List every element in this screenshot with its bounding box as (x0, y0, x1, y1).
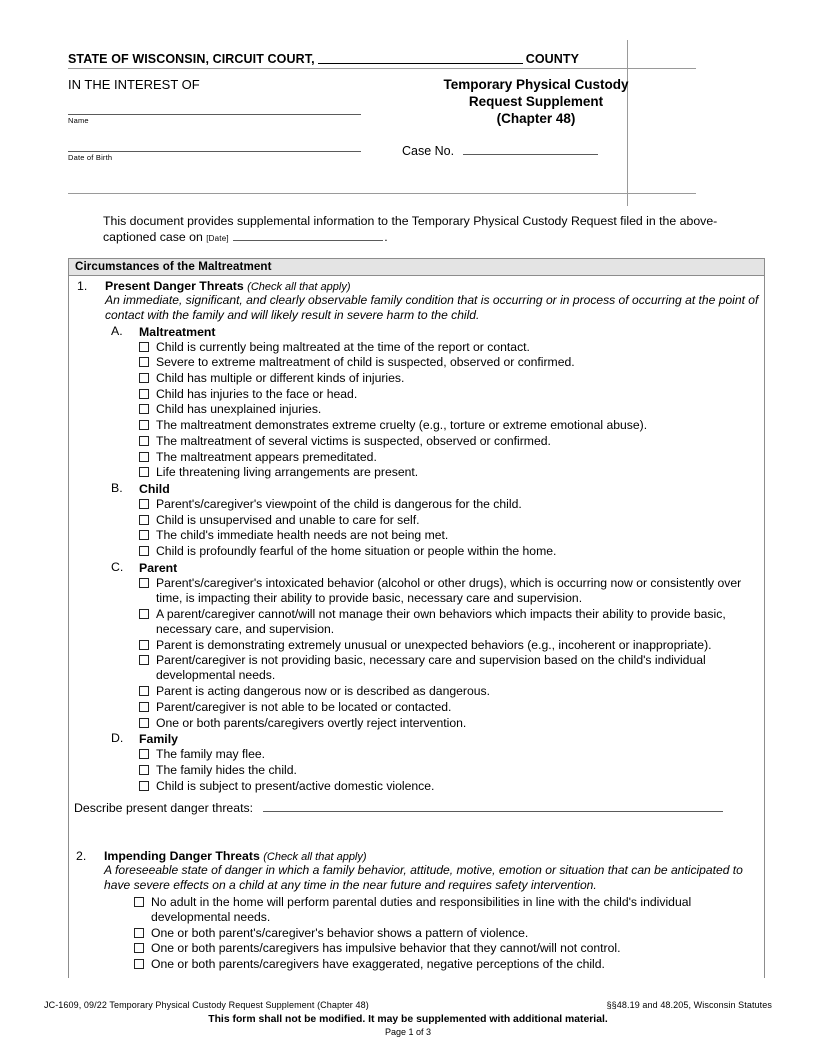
footer-page-number: Page 1 of 3 (384, 1027, 432, 1037)
checkbox[interactable] (139, 609, 149, 619)
checkbox-label: No adult in the home will perform parental duties and responsibilities in line with the child's individual developmental needs. (151, 894, 692, 924)
checkbox-row[interactable] (139, 513, 764, 528)
checkbox-label: Parent/caregiver is not providing basic, necessary care and supervision based on the child's individual developmental needs. (156, 653, 706, 683)
checkbox-label: The maltreatment demonstrates extreme cruelty (e.g., torture or extreme emotional abuse). (156, 418, 648, 433)
checkbox-label: Child is profoundly fearful of the home situation or people within the home. (156, 544, 557, 559)
group-b-checkbox-list (139, 497, 764, 559)
group-a-checkbox-list (139, 340, 764, 481)
checkbox[interactable] (139, 702, 149, 712)
describe-present-danger-input[interactable] (263, 800, 723, 812)
item-1-hint: (Check all that apply) (247, 281, 351, 293)
checkbox-row[interactable] (139, 576, 764, 606)
group-d-letter: D. (111, 731, 124, 746)
item-1-definition: An immediate, significant, and clearly observable family condition that is occurring or in process of occurring at the point of contact with the family and will likely result in severe harm to the child. (105, 293, 759, 323)
checkbox-label: Parent's/caregiver's intoxicated behavior (alcohol or other drugs), which is occurring now or consistently over time, is impacting their ability to provide basic, necessary care and supervision. (156, 575, 742, 605)
caption-right-column (386, 69, 686, 158)
item-1-title-row (105, 279, 760, 293)
item-2-definition: A foreseeable state of danger in which a family behavior, attitude, motive, emotion or situation that can be anticipated to have severe effects on a child at any time in the near future and requires safety intervention. (104, 863, 743, 893)
group-b-child (69, 481, 764, 559)
intro-period: . (384, 230, 388, 244)
checkbox[interactable] (139, 389, 149, 399)
checkbox-label: One or both parent's/caregiver's behavior shows a pattern of violence. (151, 925, 529, 940)
checkbox-label: A parent/caregiver cannot/will not manage their own behaviors which impacts their ability to provide basic, necessary care, and supervision. (156, 606, 726, 636)
checkbox-row[interactable] (139, 434, 764, 449)
checkbox-label: Parent is demonstrating extremely unusual or unexpected behaviors (e.g., incoherent or inappropriate). (156, 637, 712, 652)
group-a-maltreatment (69, 324, 764, 481)
name-field-label: Name (68, 116, 89, 125)
checkbox-label: Child is currently being maltreated at the time of the report or contact. (156, 339, 530, 354)
checkbox-row[interactable] (134, 941, 765, 956)
checkbox-row[interactable] (139, 544, 764, 559)
checkbox-label: The family hides the child. (156, 762, 297, 777)
item-2-checkbox-list (134, 895, 765, 973)
checkbox-row[interactable] (139, 371, 764, 386)
describe-present-danger-row (74, 800, 764, 815)
section-content (69, 276, 764, 794)
group-c-letter: C. (111, 559, 124, 574)
checkbox[interactable] (134, 943, 144, 953)
checkbox-row[interactable] (139, 528, 764, 543)
date-of-birth-field-label: Date of Birth (68, 153, 113, 162)
checkbox[interactable] (139, 781, 149, 791)
checkbox-row[interactable] (139, 497, 764, 512)
group-b-title: Child (139, 481, 170, 496)
checkbox-label: The maltreatment appears premeditated. (156, 449, 377, 464)
checkbox-row[interactable] (139, 763, 764, 778)
item-2-hint: (Check all that apply) (263, 851, 367, 863)
checkbox-label: Life threatening living arrangements are present. (156, 465, 419, 480)
item-1-number: 1. (77, 279, 88, 293)
caption-block (68, 40, 696, 194)
checkbox-label: Child has multiple or different kinds of injuries. (156, 371, 405, 385)
checkbox[interactable] (139, 655, 149, 665)
checkbox[interactable] (139, 404, 149, 414)
checkbox[interactable] (139, 749, 149, 759)
checkbox-row[interactable] (134, 926, 765, 941)
checkbox[interactable] (139, 718, 149, 728)
form-title-line-1: Temporary Physical Custody (443, 77, 629, 92)
footer-form-id: JC-1609, 09/22 Temporary Physical Custody Request Supplement (Chapter 48) (44, 1000, 369, 1010)
checkbox-label: Parent/caregiver is not able to be located or contacted. (156, 699, 452, 714)
checkbox-row[interactable] (139, 779, 764, 794)
checkbox-label: Parent is acting dangerous now or is described as dangerous. (156, 684, 491, 699)
checkbox-label: The maltreatment of several victims is suspected, observed or confirmed. (156, 433, 551, 448)
filed-date-input[interactable] (233, 230, 383, 241)
checkbox-label: One or both parents/caregivers have exaggerated, negative perceptions of the child. (151, 956, 605, 971)
group-a-title: Maltreatment (139, 324, 216, 339)
checkbox[interactable] (134, 897, 144, 907)
section-header-circumstances: Circumstances of the Maltreatment (69, 259, 764, 276)
checkbox[interactable] (134, 928, 144, 938)
court-header-line (68, 40, 696, 68)
checkbox[interactable] (139, 530, 149, 540)
group-d-title: Family (139, 732, 178, 747)
form-title-line-2: Request Supplement (468, 94, 604, 109)
checkbox[interactable] (139, 578, 149, 588)
item-2-impending-danger-threats (68, 848, 765, 973)
group-d-checkbox-list (139, 747, 764, 794)
checkbox[interactable] (139, 436, 149, 446)
checkbox[interactable] (139, 515, 149, 525)
checkbox-row[interactable] (139, 700, 764, 715)
item-2-number: 2. (76, 849, 87, 863)
intro-paragraph (103, 213, 763, 247)
caption-rule-bottom (68, 193, 696, 194)
checkbox-label: One or both parents/caregivers overtly reject intervention. (156, 715, 467, 730)
checkbox[interactable] (139, 686, 149, 696)
group-c-parent (69, 560, 764, 731)
checkbox-label: Severe to extreme maltreatment of child is suspected, observed or confirmed. (156, 355, 575, 370)
caption-body (68, 69, 696, 193)
checkbox[interactable] (139, 420, 149, 430)
group-b-letter: B. (111, 480, 123, 495)
checkbox-row[interactable] (139, 653, 764, 683)
checkbox-label: Child is subject to present/active domestic violence. (156, 778, 435, 793)
checkbox-label: The family may flee. (156, 747, 266, 762)
court-header-suffix: COUNTY (525, 52, 580, 66)
checkbox-row[interactable] (139, 607, 764, 637)
checkbox[interactable] (139, 342, 149, 352)
item-1-present-danger-threats (69, 279, 764, 324)
checkbox[interactable] (139, 546, 149, 556)
checkbox-label: The child's immediate health needs are not being met. (156, 528, 449, 543)
intro-date-tag: [Date] (206, 234, 229, 243)
checkbox[interactable] (139, 640, 149, 650)
checkbox[interactable] (139, 452, 149, 462)
checkbox-row[interactable] (139, 355, 764, 370)
checkbox[interactable] (139, 357, 149, 367)
item-2-title-row (104, 849, 761, 863)
checkbox-label: Parent's/caregiver's viewpoint of the child is dangerous for the child. (156, 496, 522, 511)
checkbox-row[interactable] (139, 387, 764, 402)
checkbox-row[interactable] (139, 402, 764, 417)
group-d-family (69, 731, 764, 794)
form-title (386, 69, 686, 127)
checkbox-row[interactable] (139, 638, 764, 653)
checkbox-label: Child has injuries to the face or head. (156, 386, 358, 401)
checkbox[interactable] (139, 499, 149, 509)
checkbox-label: Child is unsupervised and unable to care for self. (156, 512, 420, 527)
checkbox-row[interactable] (139, 340, 764, 355)
case-number-row (386, 143, 686, 158)
page-footer (0, 1000, 816, 1037)
checkbox-row[interactable] (134, 895, 765, 925)
checkbox-row[interactable] (139, 747, 764, 762)
case-number-input[interactable] (463, 143, 598, 155)
intro-text: This document provides supplemental information to the Temporary Physical Custody Request filed in the above-captioned case on (103, 214, 718, 244)
name-field-slot (68, 114, 361, 125)
checkbox[interactable] (134, 959, 144, 969)
group-a-letter: A. (111, 323, 123, 338)
checkbox-row[interactable] (139, 684, 764, 699)
checkbox-row[interactable] (139, 465, 764, 480)
county-input[interactable] (318, 52, 523, 64)
form-title-line-3: (Chapter 48) (496, 111, 576, 126)
checkbox-label: One or both parents/caregivers has impulsive behavior that they cannot/will not control. (151, 941, 621, 956)
checkbox-row[interactable] (139, 450, 764, 465)
date-of-birth-field-slot (68, 151, 361, 162)
checkbox[interactable] (139, 765, 149, 775)
case-number-label: Case No. (402, 144, 455, 158)
checkbox-row[interactable] (139, 716, 764, 731)
in-the-interest-of-label: IN THE INTEREST OF (68, 77, 200, 92)
caption-left-column (68, 69, 368, 162)
footer-statute-citation: §§48.19 and 48.205, Wisconsin Statutes (606, 1000, 772, 1010)
describe-present-danger-label: Describe present danger threats: (74, 801, 254, 815)
checkbox-label: Child has unexplained injuries. (156, 402, 322, 417)
checkbox[interactable] (139, 373, 149, 383)
group-c-title: Parent (139, 560, 178, 575)
court-header-prefix: STATE OF WISCONSIN, CIRCUIT COURT, (68, 52, 315, 66)
group-c-checkbox-list (139, 576, 764, 731)
checkbox-row[interactable] (134, 957, 765, 972)
checkbox[interactable] (139, 467, 149, 477)
item-2-title: Impending Danger Threats (104, 849, 260, 863)
footer-notice: This form shall not be modified. It may be supplemented with additional material. (208, 1014, 608, 1025)
checkbox-row[interactable] (139, 418, 764, 433)
item-1-title: Present Danger Threats (105, 279, 244, 293)
